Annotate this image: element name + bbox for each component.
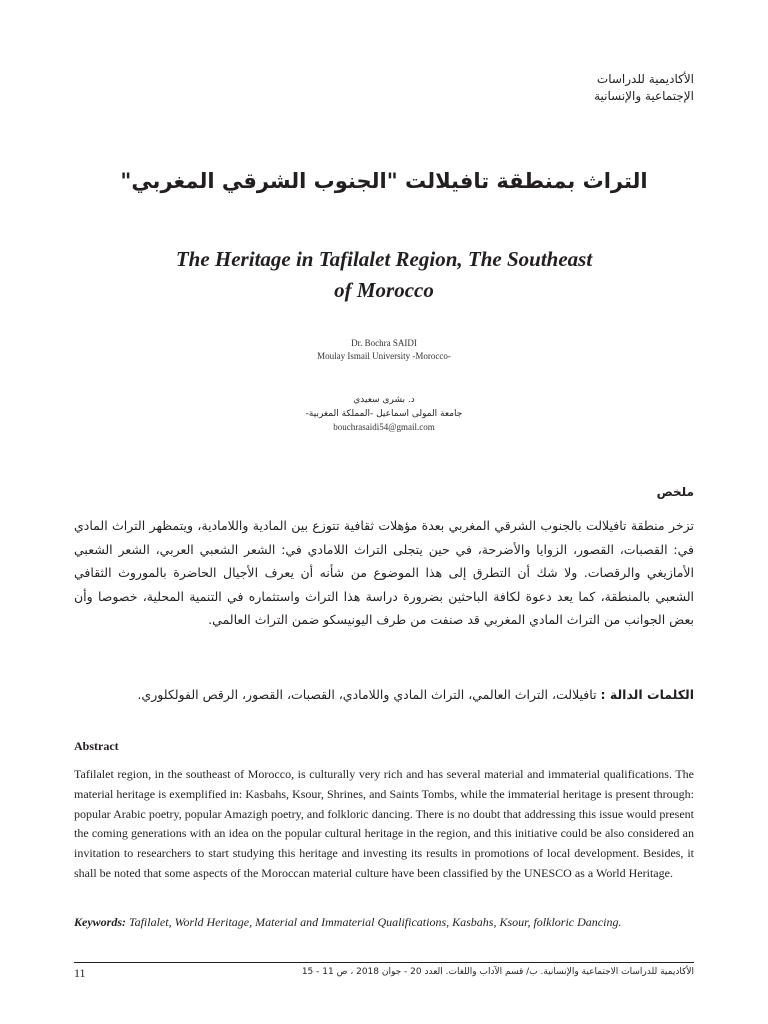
keywords-ar-label: الكلمات الدالة : (600, 687, 694, 702)
author-block-ar (74, 393, 694, 421)
journal-header (594, 71, 694, 105)
author-block-en (74, 337, 694, 363)
arabic-title: التراث بمنطقة تافيلالت "الجنوب الشرقي المغربي" (120, 169, 648, 193)
journal-name-line1: الأكاديمية للدراسات (596, 72, 694, 86)
summary-body-ar: تزخر منطقة تافيلالت بالجنوب الشرقي المغربي بعدة مؤهلات ثقافية تتوزع بين المادية واللامادية، ويتمظهر التراث المادي في: القصبات، القصور، الزوايا والأضرحة، في حين يتجلى التراث اللامادي في: الشعر الشعبي العربي، الشعر الشعبي الأمازيغي والرقصات. ولا شك أن التطرق إلى هذا الموضوع من شأنه أن يعرف الأجيال الحاضرة بالموروث الثقافي الشعبي بالمنطقة، كما يعد دعوة لكافة الباحثين بضرورة دراسة هذا التراث واستثماره في التنمية المحلية، خصوصا وأن بعض الجوانب من التراث المادي المغربي قد صنفت من طرف اليونيسكو ضمن التراث العالمي. (74, 518, 694, 627)
keywords-en-text: Tafilalet, World Heritage, Material and Immaterial Qualifications, Kasbahs, Ksour, folkloric Dancing. (129, 915, 622, 929)
journal-name-line2: الإجتماعية والإنسانية (594, 89, 694, 103)
keywords-en (74, 913, 694, 931)
page-number: 11 (74, 966, 86, 980)
author-affiliation-en: Moulay Ismail University -Morocco- (317, 351, 451, 361)
footer-divider (74, 962, 694, 963)
author-name-en: Dr. Bochra SAIDI (351, 338, 417, 348)
keywords-ar (74, 683, 694, 706)
author-name-ar: د. بشرى سعيدي (353, 395, 415, 405)
english-title-line1: The Heritage in Tafilalet Region, The Southeast (175, 247, 593, 271)
summary-heading-ar: ملخص (656, 485, 694, 499)
author-affiliation-ar: جامعة المولى اسماعيل -المملكة المغربية- (305, 409, 463, 419)
english-title (90, 244, 678, 306)
english-title-line2: of Morocco (334, 278, 434, 302)
keywords-en-label: Keywords: (74, 915, 126, 929)
keywords-ar-text: تافيلالت، التراث العالمي، التراث المادي واللامادي، القصبات، القصور، الرقص الفولكلوري. (137, 687, 597, 702)
footer-citation: الأكاديمية للدراسات الاجتماعية والإنسانية. ب/ قسم الآداب واللغات. العدد 20 - جوان 2018 ، ص 11 - 15 (301, 967, 694, 977)
abstract-heading: Abstract (74, 739, 119, 753)
author-email: bouchrasaidi54@gmail.com (333, 422, 435, 432)
abstract-body: Tafilalet region, in the southeast of Morocco, is culturally very rich and has several material and immaterial qualifications. The material heritage is exemplified in: Kasbahs, Ksour, Shrines, and Saints Tombs, while the immaterial heritage is present through: popular Arabic poetry, popular Amazigh poetry, and folkloric dancing. There is no doubt that addressing this issue would present the coming generations with an idea on the popular cultural heritage in the region, and this initiative could be also considered an invitation to researchers to start studying this heritage and investing its results in promotions of local development. Besides, it shall be noted that some aspects of the Moroccan material culture have been classified by the UNESCO as a World Heritage. (74, 767, 694, 880)
